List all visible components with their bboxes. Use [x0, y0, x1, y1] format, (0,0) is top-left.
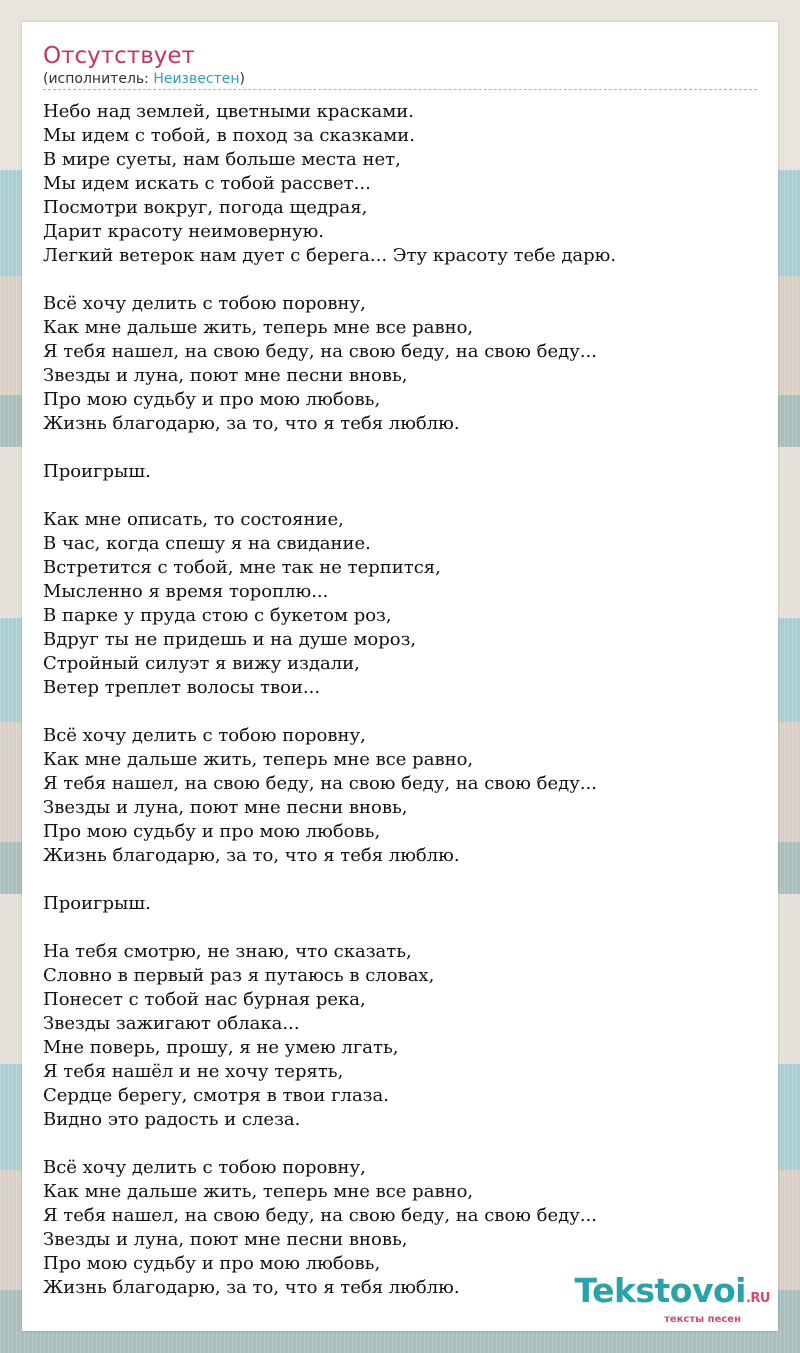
lyrics-stanza [43, 892, 758, 916]
lyric-line: Сердце берегу, смотря в твои глаза. [43, 1085, 389, 1106]
lyrics-stanza [43, 292, 758, 436]
lyric-line: Проигрыш. [43, 893, 151, 914]
artist-prefix: (исполнитель: [43, 71, 154, 87]
lyric-line: Мы идем искать с тобой рассвет... [43, 173, 371, 194]
artist-line [43, 70, 757, 90]
lyric-line: Про мою судьбу и про мою любовь, [43, 821, 381, 842]
lyrics-stanza [43, 724, 758, 868]
lyric-line: Всё хочу делить с тобою поровну, [43, 725, 366, 746]
lyric-line: В парке у пруда стою с букетом роз, [43, 605, 392, 626]
lyric-line: На тебя смотрю, не знаю, что сказать, [43, 941, 412, 962]
lyric-line: Жизнь благодарю, за то, что я тебя люблю. [43, 413, 460, 434]
lyric-line: Как мне описать, то состояние, [43, 509, 344, 530]
lyric-line: Посмотри вокруг, погода щедрая, [43, 197, 368, 218]
lyric-line: Ветер треплет волосы твои... [43, 677, 321, 698]
lyric-line: Как мне дальше жить, теперь мне все равно, [43, 317, 474, 338]
song-title: Отсутствует [43, 43, 195, 69]
lyric-line: Звезды зажигают облака... [43, 1013, 300, 1034]
lyric-line: Видно это радость и слеза. [43, 1109, 301, 1130]
lyric-line: Мы идем с тобой, в поход за сказками. [43, 125, 415, 146]
lyric-line: Легкий ветерок нам дует с берега... Эту красоту тебе дарю. [43, 245, 617, 266]
lyrics-stanza [43, 100, 758, 268]
lyric-line: Жизнь благодарю, за то, что я тебя люблю. [43, 845, 460, 866]
lyric-line: Стройный силуэт я вижу издали, [43, 653, 360, 674]
lyric-line: Звезды и луна, поют мне песни вновь, [43, 797, 408, 818]
lyrics-stanza [43, 460, 758, 484]
lyric-line: Дарит красоту неимоверную. [43, 221, 325, 242]
lyric-line: Вдруг ты не придешь и на душе мороз, [43, 629, 417, 650]
lyric-line: Я тебя нашел, на свою беду, на свою беду, на свою беду... [43, 341, 598, 362]
lyrics-text [43, 100, 758, 1300]
lyric-line: Про мою судьбу и про мою любовь, [43, 1253, 381, 1274]
logo-name: Tekstovoi [574, 1271, 746, 1310]
lyric-line: Встретится с тобой, мне так не терпится, [43, 557, 441, 578]
lyrics-stanza [43, 508, 758, 700]
lyric-line: Звезды и луна, поют мне песни вновь, [43, 1229, 408, 1250]
lyric-line: В мире суеты, нам больше места нет, [43, 149, 401, 170]
lyric-line: Жизнь благодарю, за то, что я тебя люблю. [43, 1277, 460, 1298]
lyric-line: Всё хочу делить с тобою поровну, [43, 1157, 366, 1178]
lyric-line: Я тебя нашел, на свою беду, на свою беду, на свою беду... [43, 773, 598, 794]
lyric-line: Словно в первый раз я путаюсь в словах, [43, 965, 435, 986]
lyric-line: Небо над землей, цветными красками. [43, 101, 414, 122]
lyric-line: Мне поверь, прошу, я не умею лгать, [43, 1037, 399, 1058]
lyric-line: Понесет с тобой нас бурная река, [43, 989, 366, 1010]
site-logo[interactable] [574, 1271, 770, 1325]
lyric-line: Всё хочу делить с тобою поровну, [43, 293, 366, 314]
lyrics-card [22, 22, 778, 1331]
lyric-line: Проигрыш. [43, 461, 151, 482]
lyric-line: Как мне дальше жить, теперь мне все равно, [43, 749, 474, 770]
lyric-line: Я тебя нашёл и не хочу терять, [43, 1061, 344, 1082]
artist-link[interactable]: Неизвестен [153, 71, 240, 87]
logo-domain: .RU [745, 1291, 770, 1306]
lyric-line: Я тебя нашел, на свою беду, на свою беду, на свою беду... [43, 1205, 598, 1226]
lyric-line: В час, когда спешу я на свидание. [43, 533, 371, 554]
lyric-line: Звезды и луна, поют мне песни вновь, [43, 365, 408, 386]
lyric-line: Как мне дальше жить, теперь мне все равно, [43, 1181, 474, 1202]
lyric-line: Про мою судьбу и про мою любовь, [43, 389, 381, 410]
artist-suffix: ) [239, 71, 245, 87]
lyrics-stanza [43, 940, 758, 1132]
logo-tagline: тексты песен [664, 1314, 741, 1325]
lyric-line: Мысленно я время тороплю... [43, 581, 329, 602]
